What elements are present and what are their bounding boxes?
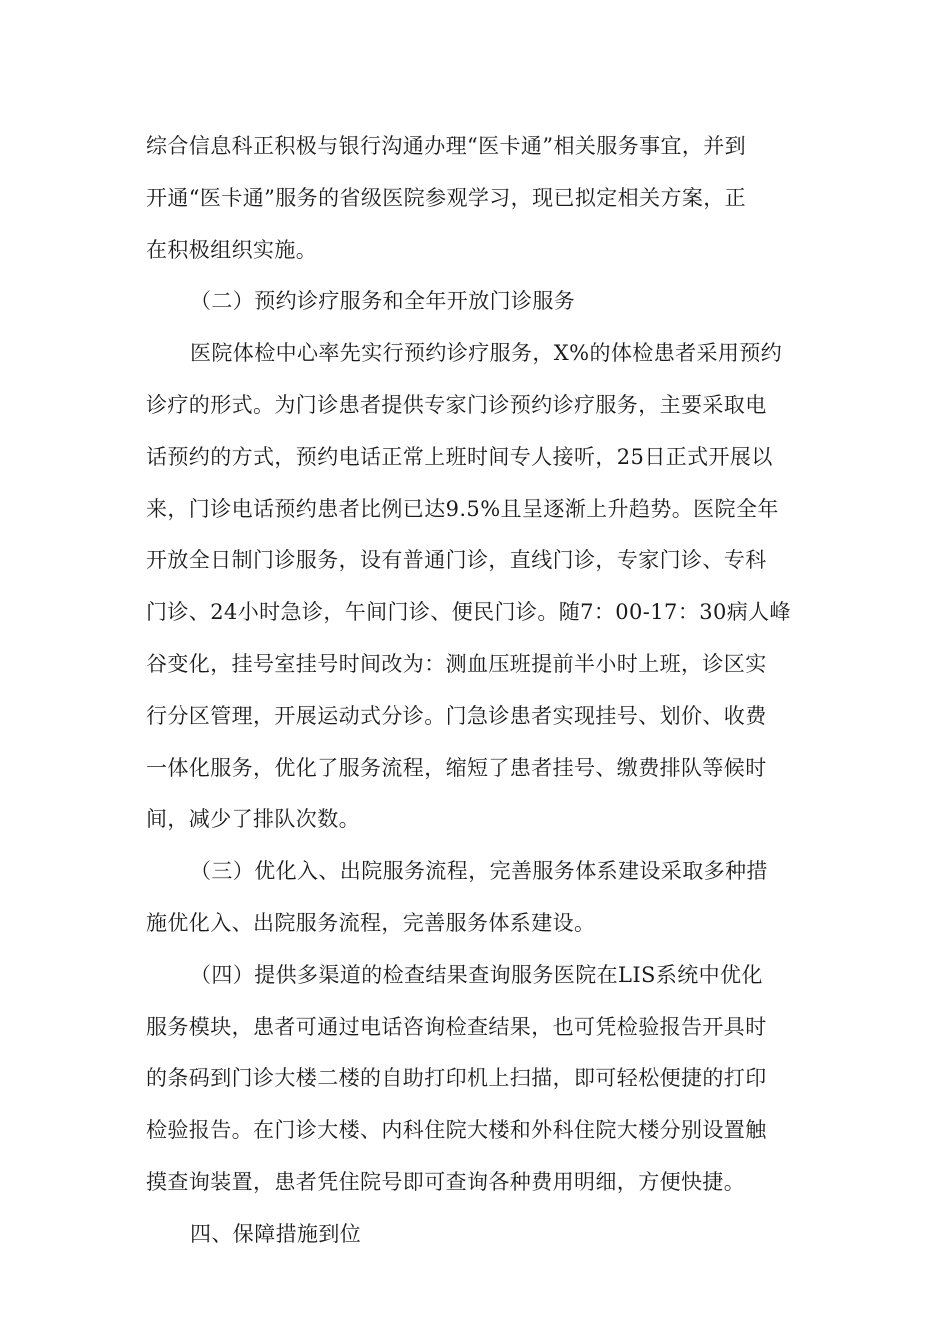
text-line: 门诊、24小时急诊，午间门诊、便民门诊。随7：00-17：30病人峰	[146, 600, 791, 625]
text-line: 医院体检中心率先实行预约诊疗服务，X%的体检患者采用预约	[190, 341, 783, 366]
text-line: 综合信息科正积极与银行沟通办理“医卡通”相关服务事宜，并到	[146, 134, 747, 158]
text-line: 一体化服务，优化了服务流程，缩短了患者挂号、缴费排队等候时	[146, 755, 767, 780]
section-heading: （四）提供多渠道的检查结果查询服务医院在LIS系统中优化	[190, 962, 763, 987]
text-line: 检验报告。在门诊大楼、内科住院大楼和外科住院大楼分别设置触	[146, 1118, 767, 1143]
text-line: 服务模块，患者可通过电话咨询检查结果，也可凭检验报告开具时	[146, 1014, 767, 1039]
text-line: 在积极组织实施。	[146, 237, 318, 262]
document-body	[146, 126, 806, 1266]
text-line: 行分区管理，开展运动式分诊。门急诊患者实现挂号、划价、收费	[146, 703, 767, 728]
text-line: 来，门诊电话预约患者比例已达9.5%且呈逐渐上升趋势。医院全年	[146, 496, 779, 521]
section-heading: 四、保障措施到位	[190, 1221, 362, 1246]
section-heading: （二）预约诊疗服务和全年开放门诊服务	[190, 289, 576, 314]
text-line: 话预约的方式，预约电话正常上班时间专人接听，25日正式开展以	[146, 444, 773, 469]
text-line: 间，减少了排队次数。	[146, 807, 360, 832]
text-line: 谷变化，挂号室挂号时间改为：测血压班提前半小时上班，诊区实	[146, 651, 767, 676]
text-line: 施优化入、出院服务流程，完善服务体系建设。	[146, 910, 596, 935]
text-line: 诊疗的形式。为门诊患者提供专家门诊预约诊疗服务，主要采取电	[146, 392, 767, 417]
section-heading: （三）优化入、出院服务流程，完善服务体系建设采取多种措	[190, 859, 768, 884]
text-line: 摸查询装置，患者凭住院号即可查询各种费用明细，方便快捷。	[146, 1169, 746, 1194]
text-line: 开放全日制门诊服务，设有普通门诊，直线门诊，专家门诊、专科	[146, 548, 767, 573]
text-line: 的条码到门诊大楼二楼的自助打印机上扫描，即可轻松便捷的打印	[146, 1066, 767, 1091]
text-line: 开通“医卡通”服务的省级医院参观学习，现已拟定相关方案，正	[146, 185, 747, 210]
